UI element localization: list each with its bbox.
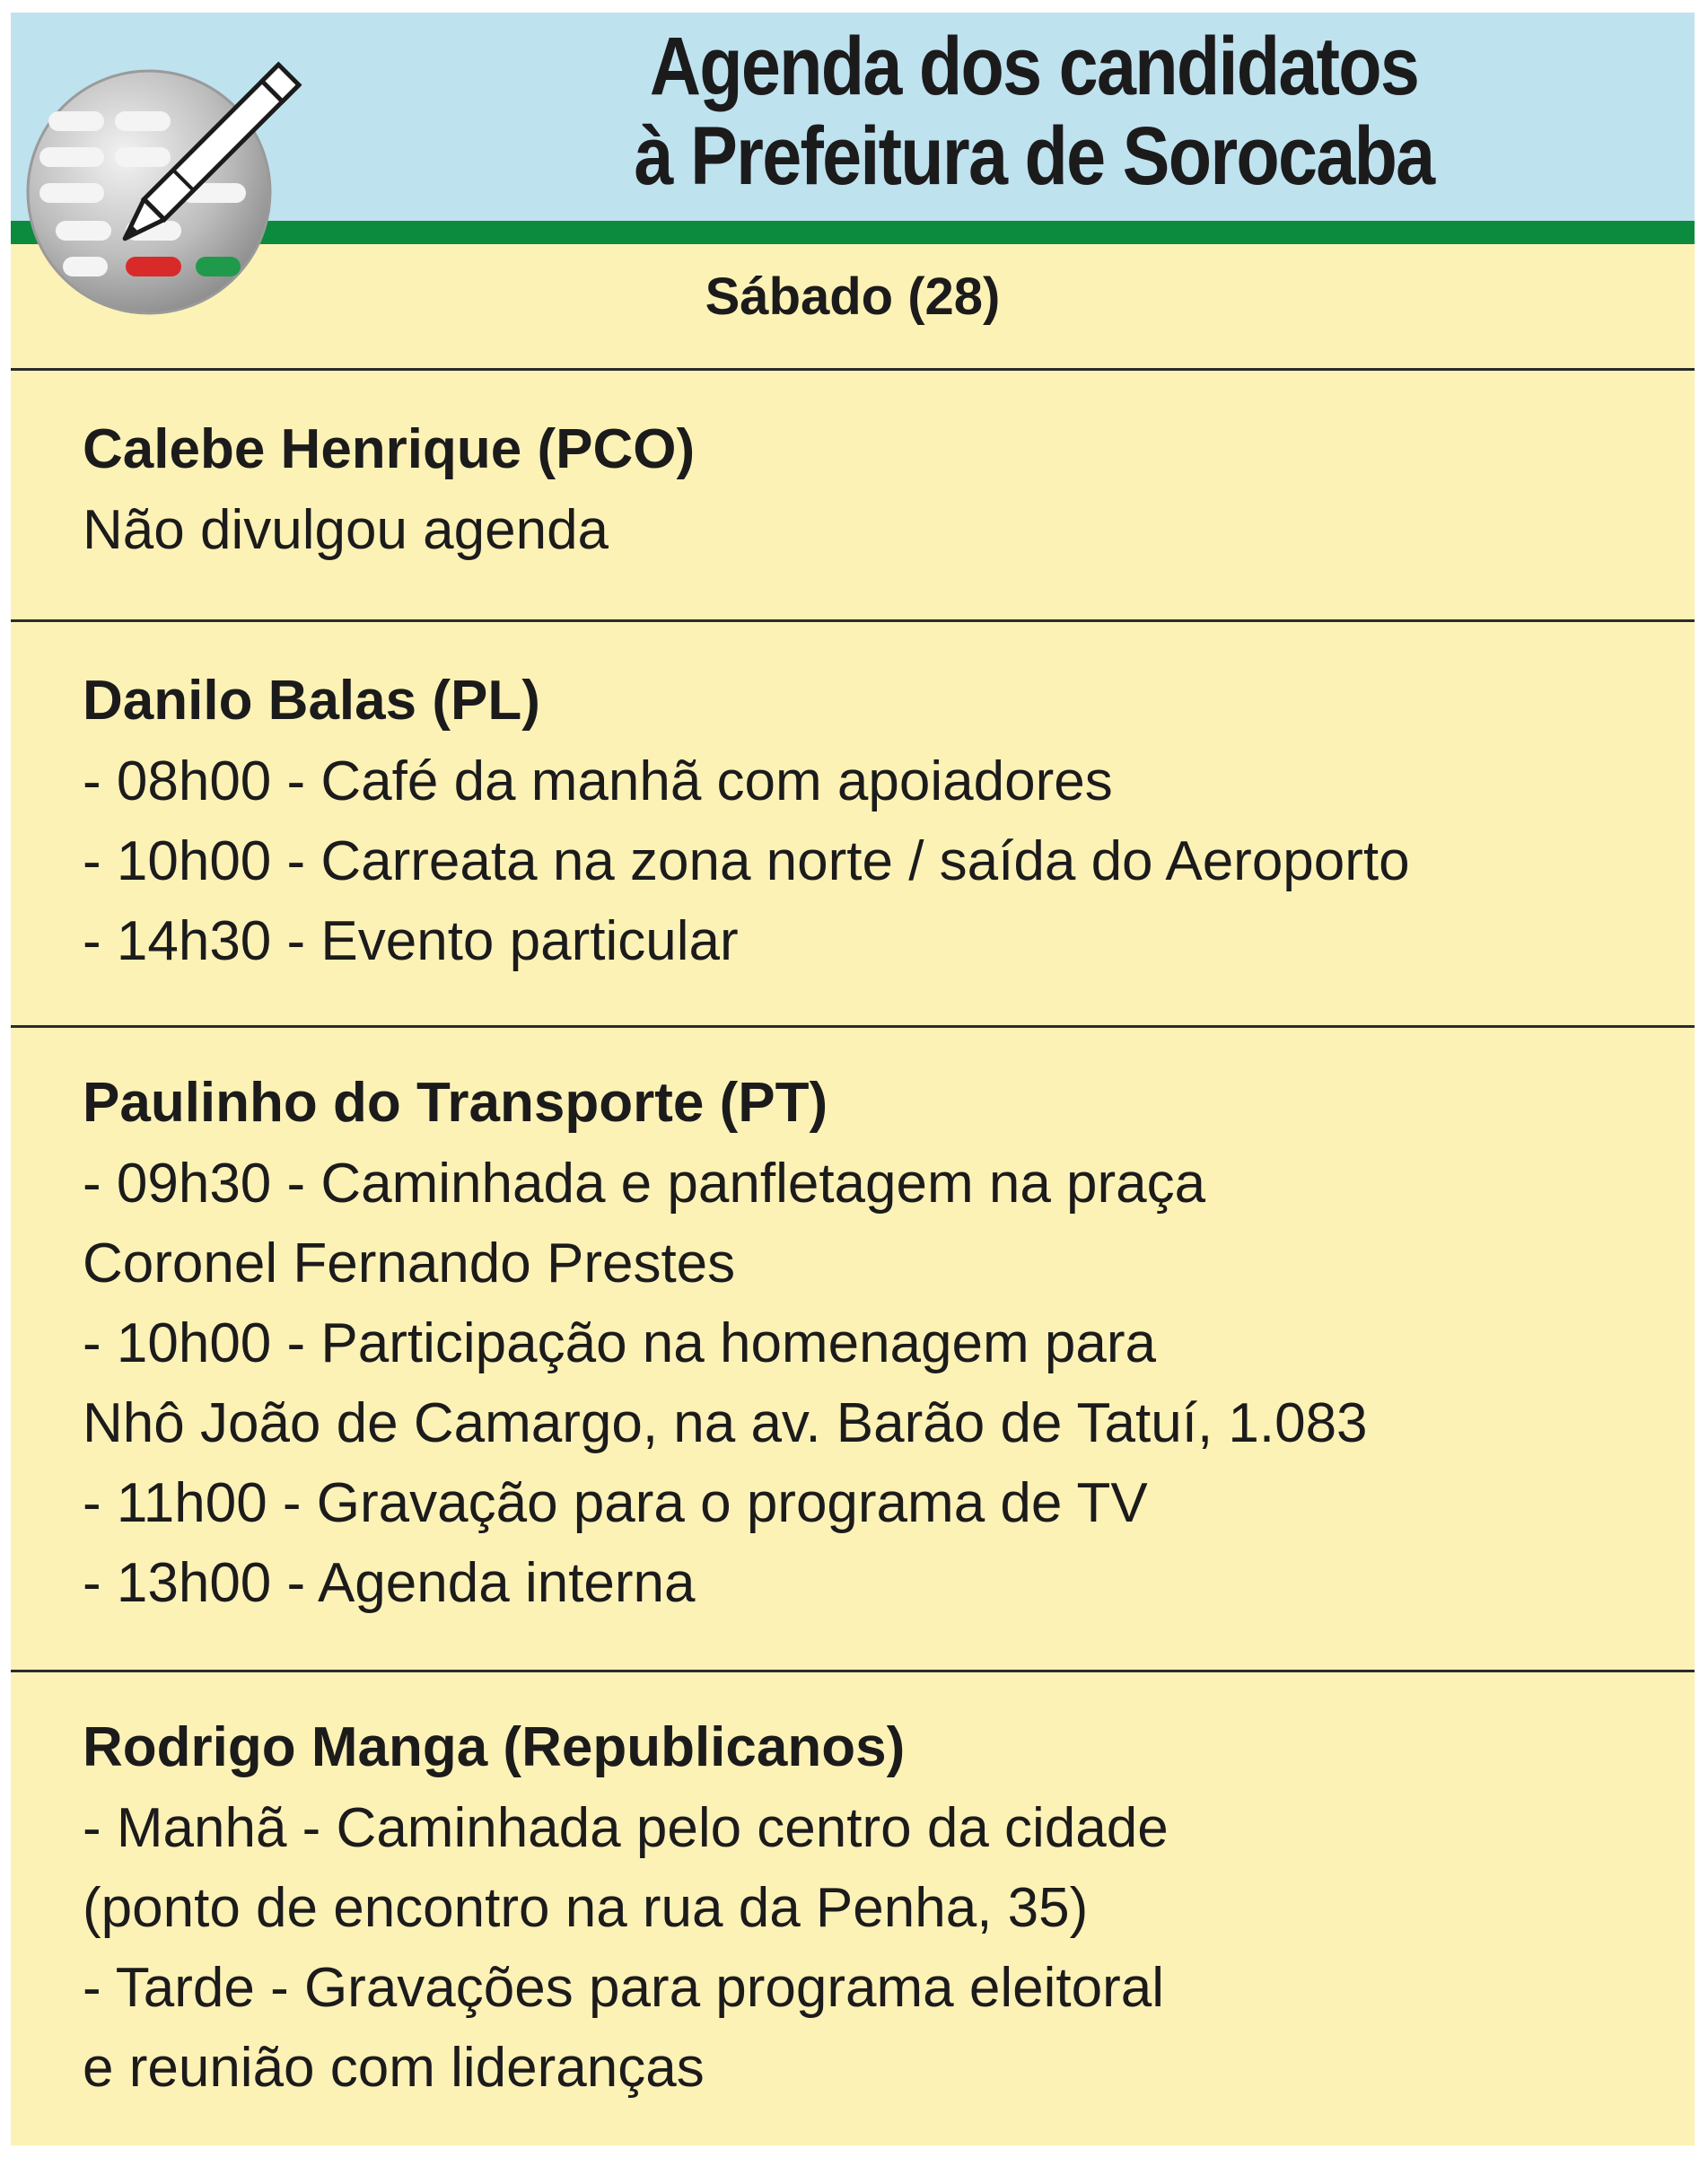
agenda-line: Não divulgou agenda xyxy=(83,499,609,561)
candidate-name: Paulinho do Transporte (PT) xyxy=(83,1072,828,1134)
agenda-line: - 10h00 - Carreata na zona norte / saída do Aeroporto xyxy=(83,830,1410,892)
agenda-line: - 13h00 - Agenda interna xyxy=(83,1552,696,1614)
agenda-line: Nhô João de Camargo, na av. Barão de Tatuí, 1.083 xyxy=(83,1392,1368,1454)
agenda-line: Coronel Fernando Prestes xyxy=(83,1233,736,1294)
candidate-block xyxy=(83,409,1662,570)
candidate-block xyxy=(83,661,1662,981)
candidate-name: Danilo Balas (PL) xyxy=(83,670,540,732)
agenda-line: - 11h00 - Gravação para o programa de TV xyxy=(83,1472,1148,1534)
section-divider xyxy=(11,368,1695,371)
title-line-2: à Prefeitura de Sorocaba xyxy=(634,110,1434,202)
candidate-block xyxy=(83,1063,1662,1623)
agenda-line: - 08h00 - Café da manhã com apoiadores xyxy=(83,750,1113,812)
candidate-name: Rodrigo Manga (Republicanos) xyxy=(83,1716,906,1778)
agenda-line: - 09h30 - Caminhada e panfletagem na praça xyxy=(83,1153,1206,1215)
agenda-line: - 10h00 - Participação na homenagem para xyxy=(83,1312,1156,1374)
agenda-line: - Tarde - Gravações para programa eleitoral xyxy=(83,1957,1164,2019)
agenda-card xyxy=(11,13,1695,2145)
agenda-line: e reunião com lideranças xyxy=(83,2037,705,2099)
agenda-line: - Manhã - Caminhada pelo centro da cidade xyxy=(83,1797,1169,1859)
agenda-line: - 14h30 - Evento particular xyxy=(83,910,739,972)
page-title xyxy=(478,22,1590,201)
section-divider xyxy=(11,619,1695,622)
agenda-line: (ponto de encontro na rua da Penha, 35) xyxy=(83,1877,1089,1939)
candidate-name: Calebe Henrique (PCO) xyxy=(83,418,696,480)
day-label: Sábado (28) xyxy=(705,268,1001,326)
title-line-1: Agenda dos candidatos xyxy=(649,21,1419,112)
section-divider xyxy=(11,1025,1695,1028)
candidate-block xyxy=(83,1707,1662,2108)
section-divider xyxy=(11,1670,1695,1672)
